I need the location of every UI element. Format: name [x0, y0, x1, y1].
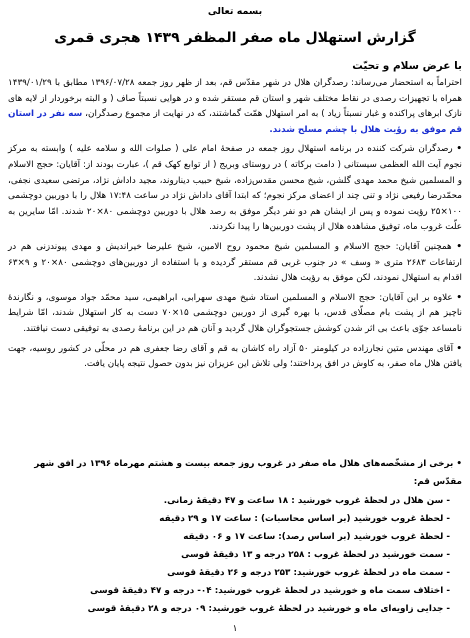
quds-observers-paragraph [8, 291, 462, 338]
bullet-icon: • [456, 241, 463, 252]
other-observers-paragraph [8, 342, 462, 373]
salutation: با عرض سلام و تحیّت [352, 60, 462, 72]
bullet-icon: • [456, 459, 462, 469]
intro-paragraph [8, 76, 462, 138]
bullet-icon: • [456, 343, 462, 354]
intro-text: احتراماً به استحضار می‌رساند: رصدگران هلال در شهر مقدّس قم، بعد از ظهر روز جمعه ۱۳۹۶/۰۷/۲۸ مطابق با ۱۴۳۹/۰۱/۲۹ همراه با تجهیزات رصدی در نقاط مختلف شهر و استان قم مستقر شده و در هوایی نسبتاً صاف ( و البته برخوردار از لایه های نازک ابرهای پراکنده و غبار نسبتاً زیاد ) به امر استهلال همّت گماشتند، که در نهایت از مجموع رصدگران، [8, 78, 462, 120]
list-item: - لحظهٔ غروب خورشید (بر اساس محاسبات) : ساعت ۱۷ و ۲۹ دقیقه [159, 514, 450, 524]
vasf-observers-paragraph [8, 240, 462, 287]
bullet-icon: • [456, 144, 462, 155]
specs-heading [8, 455, 462, 491]
list-item: - جدایی زاویه‌ای ماه و خورشید در لحظهٔ غروب خورشید: ۰۹ درجه و ۲۸ دقیقهٔ قوسی [87, 604, 450, 614]
list-item-text: سمت ماه در لحظهٔ غروب خورشید: ۲۵۳ درجه و ۲۶ دقیقهٔ قوسی [167, 568, 444, 578]
document-title: گزارش استهلال ماه صفر المظفر ۱۴۳۹ هجری قمری [54, 30, 416, 46]
specs-heading-text: برخی از مشخّصه‌های هلال ماه صفر در غروب روز جمعه بیست و هشتم مهرماه ۱۳۹۶ در افق شهر مقدّس قم: [34, 459, 462, 487]
other-text: آقای مهندس متین نجارزاده در کیلومتر ۵۰ آزاد راه کاشان به قم و آقای رضا جعفری هم در محلّی در کشور روسیه، جهت یافتن هلال ماه صفر، به کاوش در افق پرداختند؛ ولی تلاش این عزیزان نیز بدون حصول نتیجه پایان یافت. [8, 343, 462, 370]
list-item: - لحظهٔ غروب خورشید (بر اساس رصد): ساعت ۱۷ و ۰۶ دقیقه [183, 532, 450, 542]
list-item-text: سمت خورشید در لحظهٔ غروب : ۲۵۸ درجه و ۱۳ دقیقهٔ قوسی [181, 550, 444, 560]
list-item: - اختلاف سمت ماه و خورشید در لحظهٔ غروب خورشید: ۰۴- درجه و ۴۷ دقیقهٔ قوسی [90, 586, 450, 596]
list-item-text: لحظهٔ غروب خورشید (بر اساس محاسبات) : ساعت ۱۷ و ۲۹ دقیقه [159, 514, 444, 524]
list-item-text: جدایی زاویه‌ای ماه و خورشید در لحظهٔ غروب خورشید: ۰۹ درجه و ۲۸ دقیقهٔ قوسی [87, 604, 444, 614]
quds-text: علاوه بر این آقایان: حجج الاسلام و المسلمین استاد شیخ مهدی سهرابی، ابراهیمی، سید محمّد جواد موسوی، و نگارندهٔ ناچیز هم از پشت بام مصلّای قدس، با بهره گیری از دوربین دوچشمی ۱۵×۷۰ دست به کار استهلال شدند، امّا شرایط نامساعد جوّی باعث بی اثر شدن کوشش جستجوگران هلال گردید و آنان هم در این برنامهٔ رصدی به توفیقی دست نیافتند. [8, 292, 462, 334]
crescent-specs-list [8, 455, 462, 618]
list-item-text: سن هلال در لحظهٔ غروب خورشید : ۱۸ ساعت و ۴۷ دقیقهٔ زمانی. [163, 496, 444, 506]
list-item-text: اختلاف سمت ماه و خورشید در لحظهٔ غروب خورشید: ۰۴- درجه و ۴۷ دقیقهٔ قوسی [90, 586, 444, 596]
list-item-text: لحظهٔ غروب خورشید (بر اساس رصد): ساعت ۱۷ و ۰۶ دقیقه [183, 532, 444, 542]
list-item: - سن هلال در لحظهٔ غروب خورشید : ۱۸ ساعت و ۴۷ دقیقهٔ زمانی. [163, 496, 450, 506]
observers-paragraph [8, 142, 462, 236]
sighting-result-highlight: سه نفر در استان قم موفق به رؤیت هلال با چشم مسلح شدند. [8, 109, 462, 135]
page-number: ۱ [232, 624, 238, 634]
bullet-icon: • [456, 292, 463, 303]
basmala-heading: بسمه تعالی [207, 6, 263, 17]
list-item: - سمت خورشید در لحظهٔ غروب : ۲۵۸ درجه و ۱۳ دقیقهٔ قوسی [181, 550, 450, 560]
observers-text: رصدگران شرکت کننده در برنامه استهلال روز جمعه در صفحهٔ امام علی ( صلوات الله و سلامه علیه ) وابسته به مرکز نجوم آیت الله العظمی سیستانی ( دامت برکاته ) در روستای وبریج ( از توابع کهک قم )، عبارت بودند از: آقایان: حجج الاسلام و المسلمین شیخ محمد مهدی گلشن، شیخ محسن مقدس‌زاده، شیخ حبیب دیناروند، مجید داداش نژاد، مرتضی سعیدی نجفی، محمّدرضا رفیعی نژاد و تنی چند از اعضای مرکز نجوم؛ که ابتدا آقای داداش نژاد در ساعت ۱۷:۴۸ هلال را با دوربین دوچشمی ۱۰۰×۲۵ رؤیت نموده و پس از ایشان هم دو نفر دیگر موفق به رصد هلال با دوربین دوچشمی ۸۰×۲۰ شدند. امّا سایرین به علّت غروب ماه، توفیق مشاهده هلال از پشت دوربین‌ها را پیدا نکردند. [8, 144, 463, 233]
report-body [8, 76, 462, 377]
vasf-text: همچنین آقایان: حجج الاسلام و المسلمین شیخ محمود روح الامین، شیخ علیرضا خیراندیش و مهدی پیوندزنی هم در ارتفاعات ۲۶۸۳ متری « وسف » در جنوب غربی قم مستقر گردیده و با استفاده از دوربین‌های دوچشمی ۸۰×۲۰ و ۹×۶۳ اقدام به استهلال نمودند، لکن موفق به رؤیت هلال نشدند. [8, 241, 462, 284]
list-item: - سمت ماه در لحظهٔ غروب خورشید: ۲۵۳ درجه و ۲۶ دقیقهٔ قوسی [167, 568, 450, 578]
